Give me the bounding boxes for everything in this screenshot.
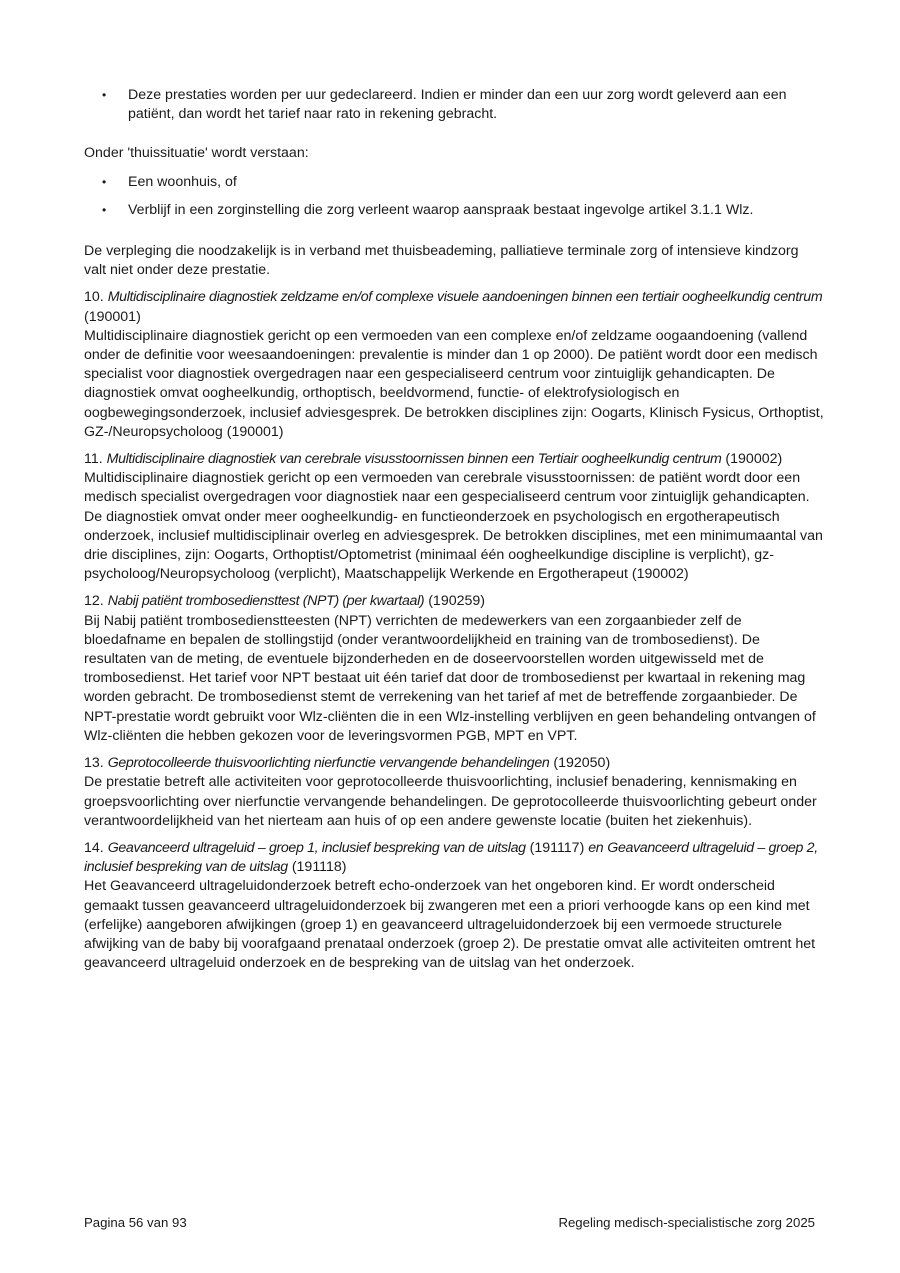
section-code: (192050) xyxy=(553,755,611,772)
bullet-icon: • xyxy=(102,202,107,217)
section-title: Nabij patiënt trombosediensttest (NPT) (per kwartaal) xyxy=(107,593,425,610)
bullet-text: Verblijf in een zorginstelling die zorg verleent waarop aanspraak bestaat ingevolge artikel 3.1.1 Wlz. xyxy=(128,201,754,218)
section-number: 10. xyxy=(84,289,104,306)
section-title: Geprotocolleerde thuisvoorlichting nierfunctie vervangende behandelingen xyxy=(107,755,550,772)
section-heading xyxy=(84,592,824,611)
document-title: Regeling medisch-specialistische zorg 2025 xyxy=(558,1215,815,1230)
section-11 xyxy=(84,450,824,584)
list-item xyxy=(84,86,824,124)
section-title: Multidisciplinaire diagnostiek van cerebrale visusstoornissen binnen een Tertiair oogheelkundig centrum xyxy=(106,451,722,468)
section-body: Bij Nabij patiënt trombosedienstteesten (NPT) verrichten de medewerkers van een zorgaanbieder zelf de bloedafname en bepalen de stollingstijd (onder verantwoordelijkheid en training van de trombosedienst). De resultaten van de meting, de eventuele bijzonderheden en de doseervoorstellen worden uitgewisseld met de trombosedienst. Het tarief voor NPT bestaat uit één tarief dat door de trombosedienst per kwartaal in rekening mag worden gebracht. De trombosedienst stemt de verrekening van het tarief af met de betreffende zorgaanbieder. De NPT-prestatie wordt gebruikt voor Wlz-cliënten die in een Wlz-instelling verblijven en geen behandeling ontvangen of Wlz-cliënten die hebben gekozen voor de leveringsvormen PGB, MPT en VPT. xyxy=(84,612,816,744)
section-title: Geavanceerd ultrageluid – groep 1, inclusief bespreking van de uitslag xyxy=(107,839,526,856)
bullet-text: Een woonhuis, of xyxy=(128,173,237,190)
bullet-text: Deze prestaties worden per uur gedeclareerd. Indien er minder dan een uur zorg wordt geleverd aan een patiënt, dan wordt het tarief naar rato in rekening gebracht. xyxy=(128,87,787,123)
section-title-2: Geavanceerd ultrageluid – groep 2, inclusief bespreking van de uitslag xyxy=(84,839,818,876)
thuissituatie-label: Onder 'thuissituatie' wordt verstaan: xyxy=(84,145,309,162)
section-number: 12. xyxy=(84,593,104,610)
exclusion-paragraph: De verpleging die noodzakelijk is in verband met thuisbeademing, palliatieve terminale zorg of intensieve kindzorg valt niet onder deze prestatie. xyxy=(84,243,799,279)
section-code: (191117) xyxy=(529,839,585,856)
list-item xyxy=(84,201,824,220)
document-page xyxy=(84,86,824,973)
page-number: Pagina 56 van 93 xyxy=(84,1215,187,1230)
bullet-icon: • xyxy=(102,174,107,189)
section-number: 13. xyxy=(84,755,104,772)
page-footer xyxy=(84,1213,815,1232)
section-body: Multidisciplinaire diagnostiek gericht op een vermoeden van een complexe en/of zeldzame oogaandoening (vallend onder de definitie voor weesaandoeningen: prevalentie is minder dan 1 op 2000). De patiënt wordt door een medisch specialist voor diagnostiek overgedragen naar een gespecialiseerd centrum voor zintuiglijk gehandicapten. De diagnostiek omvat oogheelkundig, orthoptisch, beeldvormend, functie- of elektrofysiologisch en oogbewegingsonderzoek, inclusief adviesgesprek. De betrokken disciplines zijn: Oogarts, Klinisch Fysicus, Orthoptist, GZ-/Neuropsycholoog (190001) xyxy=(84,327,824,440)
billing-bullet-list xyxy=(84,86,824,124)
section-10 xyxy=(84,288,824,442)
thuissituatie-list xyxy=(84,173,824,220)
section-heading xyxy=(84,288,824,326)
section-body: Het Geavanceerd ultrageluidonderzoek betreft echo-onderzoek van het ongeboren kind. Er wordt onderscheid gemaakt tussen geavanceerd ultrageluidonderzoek bij zwangeren met een a priori verhoogde kans op een kind met (erfelijke) aangeboren afwijkingen (groep 1) en geavanceerd ultrageluidonderzoek bij een vermoede structurele afwijking van de baby bij voorafgaand prenataal onderzoek (groep 2). De prestatie omvat alle activiteiten omtrent het geavanceerd ultrageluid onderzoek en de bespreking van de uitslag van het onderzoek. xyxy=(84,878,816,972)
section-13 xyxy=(84,754,824,831)
list-item xyxy=(84,173,824,192)
section-code: (190259) xyxy=(428,593,485,610)
section-body: De prestatie betreft alle activiteiten voor geprotocolleerde thuisvoorlichting, inclusief benadering, kennismaking en groepsvoorlichting over nierfunctie vervangende behandelingen. De geprotocolleerde thuisvoorlichting gebeurt onder verantwoordelijkheid van het nierteam aan huis of op een andere gewenste locatie (buiten het ziekenhuis). xyxy=(84,774,817,829)
bullet-icon: • xyxy=(102,88,107,102)
section-number: 14. xyxy=(84,839,104,856)
section-code: (190001) xyxy=(84,308,141,325)
section-heading xyxy=(84,839,824,877)
section-body: Multidisciplinaire diagnostiek gericht op een vermoeden van cerebrale visusstoornissen: de patiënt wordt door een medisch specialist overgedragen voor diagnostiek naar een gespecialiseerd centrum voor zintuiglijk gehandicapten. De diagnostiek omvat onder meer oogheelkundig- en functieonderzoek en psychologisch en ergotherapeutisch onderzoek, inclusief multidisciplinair overleg en adviesgesprek. De betrokken disciplines, met een minimumaantal van drie disciplines, zijn: Oogarts, Orthoptist/Optometrist (minimaal één oogheelkundige discipline is verplicht), gz-psycholoog/Neuropsycholoog (verplicht), Maatschappelijk Werkende en Ergotherapeut (190002) xyxy=(84,470,823,583)
section-12 xyxy=(84,592,824,746)
section-heading xyxy=(84,754,824,773)
section-title: Multidisciplinaire diagnostiek zeldzame en/of complexe visuele aandoeningen binnen een tertiair oogheelkundig centrum xyxy=(107,289,823,306)
section-14 xyxy=(84,839,824,973)
section-conjunction: en xyxy=(588,839,604,856)
section-code-2: (191118) xyxy=(291,859,347,876)
section-code: (190002) xyxy=(725,451,783,468)
section-heading xyxy=(84,450,824,469)
section-number: 11. xyxy=(84,451,103,468)
